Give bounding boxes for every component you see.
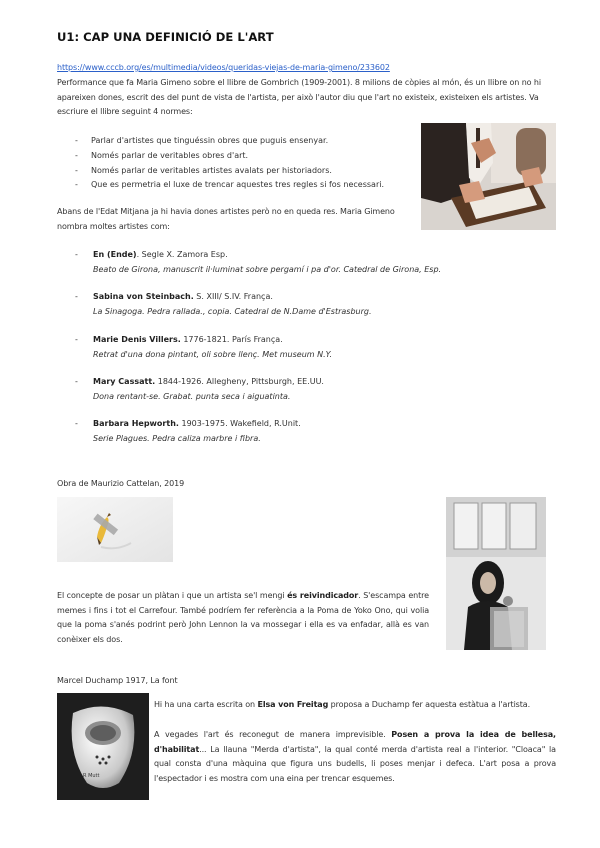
artist-work: Dona rentant-se. Grabat. punta seca i aiguatinta. [93,391,291,401]
artist-work: La Sinagoga. Pedra rallada., copia. Catedral de N.Dame d'Estrasburg. [93,306,372,316]
artist-name: Sabina von Steinbach. [93,292,194,301]
list-item: - Que es permetria el luxe de trencar aquestes tres regles si fos necessari. [57,178,417,193]
banana-paragraph: El concepte de posar un plàtan i que un artista se'l mengi és reivindicador. S'escampa entre memes i fins i tot el Carrefour. També podríem fer referència a la Poma de Yoko Ono, qui volia que la poma s'anés podrint però John Lennon la va mossegar i ella es va enfadar, allà es van conèixer els dos. [57,591,429,644]
artist-entry: - Marie Denis Villers. 1776-1821. París França. Retrat d'una dona pintant, oli sobre llenç. Met museum N.Y. [75,333,475,362]
page-title: U1: CAP UNA DEFINICIÓ DE L'ART [57,30,274,44]
artist-name: En (Ende) [93,250,137,259]
artist-info: 1903-1975. Wakefield, R.Unit. [181,419,301,428]
svg-text:R Mutt: R Mutt [83,773,100,779]
artist-name: Mary Cassatt. [93,377,156,386]
artist-work: Serie Plagues. Pedra caliza marbre i fibra. [93,433,261,443]
performance-photo [421,123,556,230]
beauty-paragraph: A vegades l'art és reconegut de manera imprevisible. Posen a prova la idea de bellesa, d'habilitat... La llauna "Merda d'artista", la qual conté merda d'artista real a l'interior. "Cloaca" la qual consta d'una màquina que figura uns budells, li poses menjar i defeca. L'art posa a prova l'espectador i es mostra com una eina per trencar esquemes. [154,730,556,783]
artist-entry: - Sabina von Steinbach. S. XIII/ S.IV. França. La Sinagoga. Pedra rallada., copia. Catedral de N.Dame d'Estrasburg. [75,290,475,319]
list-item: - Només parlar de veritables obres d'art. [57,149,417,164]
artist-work: Beato de Girona, manuscrit il·luminat sobre pergamí i pa d'or. Catedral de Girona, Esp. [93,264,442,274]
artist-name: Marie Denis Villers. [93,335,181,344]
artist-entry: - Mary Cassatt. 1844-1926. Allegheny, Pittsburgh, EE.UU. Dona rentant-se. Grabat. punta seca i aiguatinta. [75,375,475,404]
artist-info: S. XIII/ S.IV. França. [196,292,273,301]
middle-ages-paragraph: Abans de l'Edat Mitjana ja hi havia dones artistes però no en queda res. Maria Gimeno nombra moltes artistes com: [57,207,395,231]
artist-work: Retrat d'una dona pintant, oli sobre llenç. Met museum N.Y. [93,349,333,359]
banana-photo [57,497,173,562]
duchamp-caption: Marcel Duchamp 1917, La font [57,676,178,685]
intro-paragraph: Performance que fa Maria Gimeno sobre el llibre de Gombrich (1909-2001). 8 milions de còpies al món, és un llibre on no hi apareixen dones, escrit des del punt de vista de l'artista, per això l'autor diu que l'art no existeix, existeixen els artistes. Va escriure el llibre seguint 4 normes: [57,78,542,116]
video-link[interactable]: https://www.cccb.org/es/multimedia/videos/queridas-viejas-de-maria-gimeno/233602 [57,63,390,72]
list-item: - Parlar d'artistes que tinguéssin obres que puguis ensenyar. [57,134,417,149]
artist-info: 1776-1821. París França. [183,335,283,344]
yoko-ono-photo [446,497,546,650]
artist-entry: - Barbara Hepworth. 1903-1975. Wakefield, R.Unit. Serie Plagues. Pedra caliza marbre i fibra. [75,417,475,446]
letter-paragraph: Hi ha una carta escrita on Elsa von Freitag proposa a Duchamp fer aquesta estàtua a l'artista. [154,700,531,709]
artist-entry: - En (Ende). Segle X. Zamora Esp. Beato de Girona, manuscrit il·luminat sobre pergamí i pa d'or. Catedral de Girona, Esp. [75,248,475,277]
fountain-photo [57,693,149,800]
artist-name: Barbara Hepworth. [93,419,179,428]
norms-list [57,134,417,193]
artist-info: 1844-1926. Allegheny, Pittsburgh, EE.UU. [157,377,324,386]
cattelan-caption: Obra de Maurizio Cattelan, 2019 [57,479,185,488]
artist-info: Segle X. Zamora Esp. [141,250,228,259]
list-item: - Només parlar de veritables artistes avalats per historiadors. [57,164,417,179]
